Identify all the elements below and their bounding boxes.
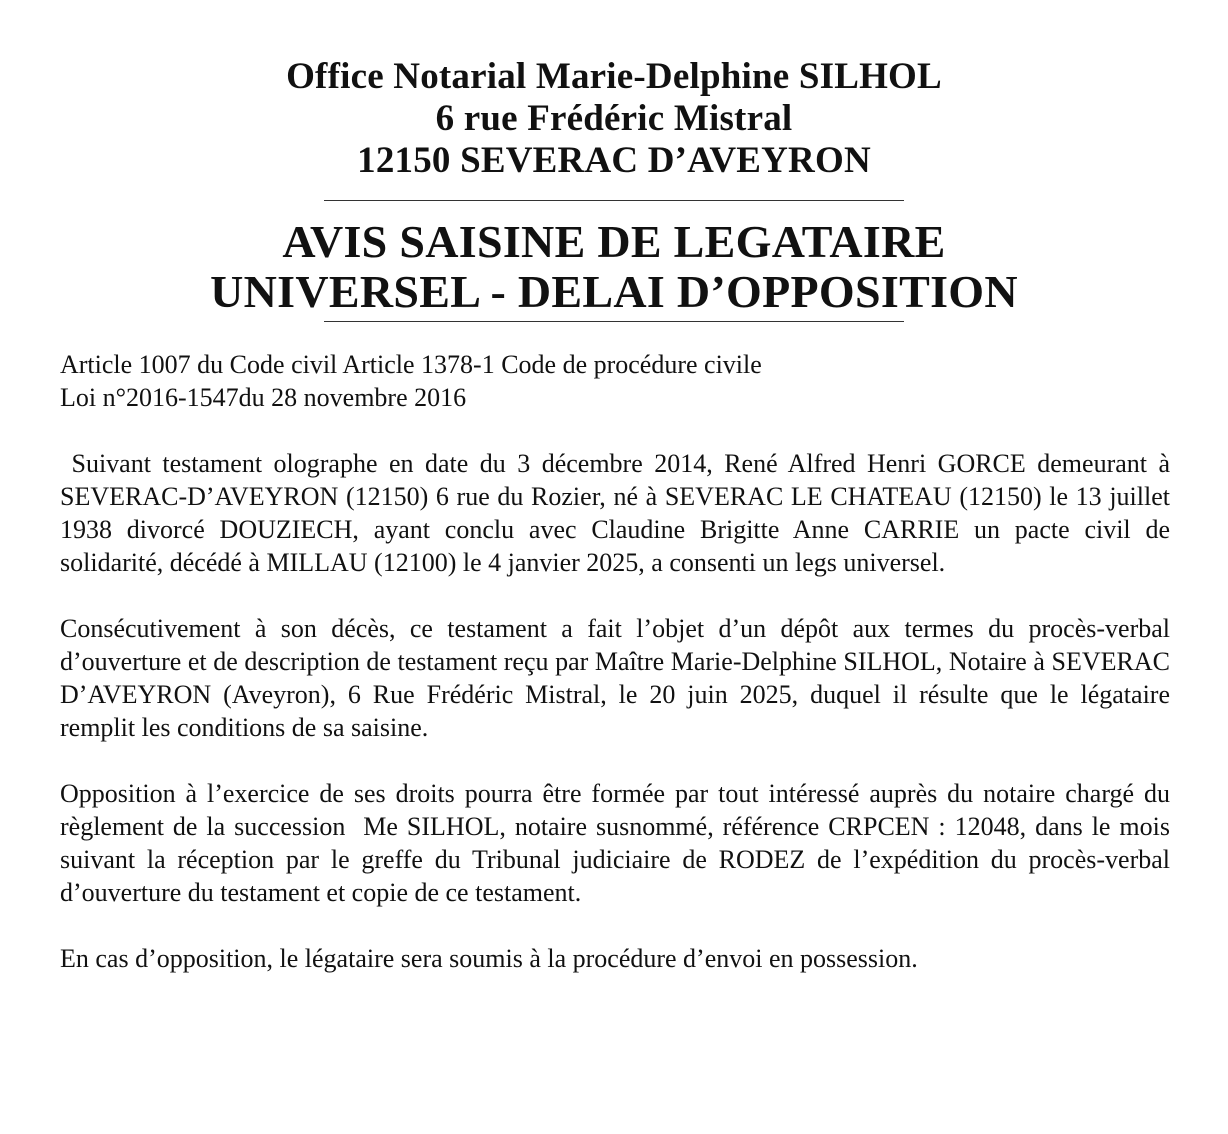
paragraph-spacer bbox=[60, 579, 1170, 612]
office-city: 12150 SEVERAC D’AVEYRON bbox=[357, 140, 871, 181]
office-name: Office Notarial Marie-Delphine SILHOL bbox=[286, 56, 942, 97]
paragraph-spacer bbox=[60, 744, 1170, 777]
divider-top bbox=[324, 200, 904, 201]
paragraph-deposit: Consécutivement à son décès, ce testament a fait l’objet d’un dépôt aux termes du procès-verbal d’ouverture et de description de testament reçu par Maître Marie-Delphine SILHOL, Notaire à SEVERAC D’AVEYRON (Aveyron), 6 Rue Frédéric Mistral, le 20 juin 2025, duquel il résulte que le légataire remplit les conditions de sa saisine. bbox=[60, 614, 1170, 742]
paragraph-spacer bbox=[60, 909, 1170, 942]
notice-title-line-1: AVIS SAISINE DE LEGATAIRE bbox=[282, 216, 946, 267]
divider-bottom bbox=[324, 321, 904, 322]
notice-header bbox=[0, 56, 1228, 322]
paragraph-testament: Suivant testament olographe en date du 3 décembre 2014, René Alfred Henri GORCE demeurant à SEVERAC-D’AVEYRON (12150) 6 rue du Rozier, né à SEVERAC LE CHATEAU (12150) le 13 juillet 1938 divorcé DOUZIECH, ayant conclu avec Claudine Brigitte Anne CARRIE un pacte civil de solidarité, décédé à MILLAU (12100) le 4 janvier 2025, a consenti un legs universel. bbox=[60, 449, 1177, 577]
reference-law: Loi n°2016-1547du 28 novembre 2016 bbox=[60, 383, 467, 412]
legal-references bbox=[60, 348, 1170, 414]
notice-body bbox=[60, 348, 1177, 975]
office-street: 6 rue Frédéric Mistral bbox=[435, 98, 793, 139]
reference-articles: Article 1007 du Code civil Article 1378-1 Code de procédure civile bbox=[60, 350, 762, 379]
paragraph-opposition: Opposition à l’exercice de ses droits pourra être formée par tout intéressé auprès du notaire chargé du règlement de la succession Me SILHOL, notaire susnommé, référence CRPCEN : 12048, dans le mois suivant la réception par le greffe du Tribunal judiciaire de RODEZ de l’expédition du procès-verbal d’ouverture du testament et copie de ce testament. bbox=[60, 779, 1177, 907]
paragraph-procedure: En cas d’opposition, le légataire sera soumis à la procédure d’envoi en possession. bbox=[60, 944, 918, 973]
notice-title bbox=[0, 217, 1228, 317]
notice-title-line-2: UNIVERSEL - DELAI D’OPPOSITION bbox=[210, 266, 1018, 317]
